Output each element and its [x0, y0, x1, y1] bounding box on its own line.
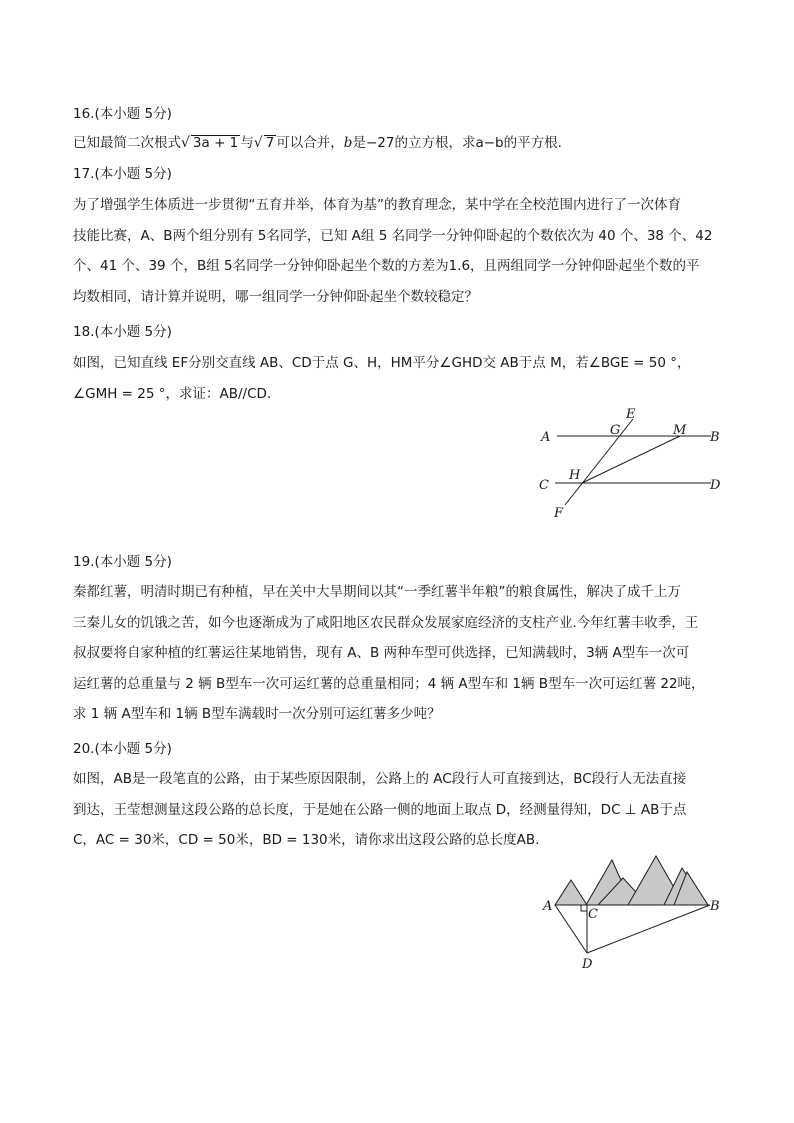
label-m: M [673, 423, 687, 438]
q19-line-4: 运红薯的总重量与 2 辆 B型车一次可运红薯的总重量相同；4 辆 A型车和 1辆 B型车一次可运红薯 22吨， [73, 675, 705, 692]
label-f: F [554, 506, 564, 521]
q19-line-1: 秦都红薯，明清时期已有种植，早在关中大旱期间以其“一季红薯半年粮”的粮食属性，解决了成千上万 [73, 584, 681, 600]
q17-line-3: 个、41 个、39 个，B组 5名同学一分钟仰卧起坐个数的方差为1.6，且两组同学一分钟仰卧起坐个数的平 [73, 258, 700, 274]
label-d: D [710, 478, 721, 493]
label-b: B [710, 899, 720, 914]
q17-text [73, 190, 723, 312]
q16-heading: 16.(本小题 5分) [73, 106, 172, 122]
q19-line-2: 三秦儿女的饥饿之苦，如今也逐渐成为了咸阳地区农民群众发展家庭经济的支柱产业.今年红薯丰收季，王 [73, 614, 699, 631]
q16-var-b: b [343, 135, 353, 151]
q19-text [73, 577, 723, 730]
q18-line-1: 如图，已知直线 EF分别交直线 AB、CD于点 G、H，HM平分∠GHD交 AB于点 M，若∠BGE = 50 °， [73, 355, 691, 371]
q17-line-2: 技能比赛，A、B两个组分别有 5名同学，已知 A组 5 名同学一分钟仰卧起的个数依次为 40 个、38 个、42 [73, 227, 713, 244]
label-h: H [569, 468, 581, 483]
label-a: A [541, 430, 551, 445]
q16-radicand-1: 3a + 1 [192, 135, 239, 151]
q16-text [73, 128, 723, 159]
q16-text-part1: 已知最简二次根式 [73, 135, 181, 151]
q18-line-2: ∠GMH = 25 °，求证：AB//CD. [73, 385, 272, 402]
radical-sign-icon: √ [253, 135, 263, 151]
label-b: B [710, 430, 720, 445]
q19-heading: 19.(本小题 5分) [73, 554, 172, 570]
label-c: C [539, 478, 549, 493]
q17-heading: 17.(本小题 5分) [73, 166, 172, 182]
q16-text-part4: 是−27的立方根，求a−b的平方根. [352, 135, 562, 151]
q20-line-3: C，AC = 30米，CD = 50米，BD = 130米，请你求出这段公路的总长度AB. [73, 832, 540, 848]
mountain-icon [555, 856, 708, 905]
q20-line-2: 到达，王莹想测量这段公路的总长度，于是她在公路一侧的地面上取点 D，经测量得知，DC ⊥ AB于点 [73, 801, 687, 818]
q20-line-1: 如图，AB是一段笔直的公路，由于某些原因限制，公路上的 AC段行人可直接到达，BC段行人无法直接 [73, 771, 687, 787]
label-a: A [543, 899, 553, 914]
label-c: C [588, 907, 598, 922]
q20-heading: 20.(本小题 5分) [73, 741, 172, 757]
q18-figure [530, 402, 730, 524]
label-e: E [626, 407, 636, 422]
q17-line-1: 为了增强学生体质进一步贯彻“五育并举，体育为基”的教育理念，某中学在全校范围内进行了一次体育 [73, 197, 681, 213]
q16-text-part2: 与 [240, 135, 254, 151]
q20-text [73, 764, 723, 856]
q19-line-3: 叔叔要将自家种植的红薯运往某地销售，现有 A、B 两种车型可供选择，已知满载时，3辆 A型车一次可 [73, 645, 690, 661]
q16-radicand-2: 7 [265, 135, 275, 151]
label-g: G [610, 423, 621, 438]
q18-heading: 18.(本小题 5分) [73, 324, 172, 340]
radical-sign-icon: √ [181, 135, 190, 151]
right-angle-mark [581, 905, 587, 911]
line-hm [582, 436, 680, 483]
label-d: D [582, 957, 593, 972]
segment-ad [555, 905, 587, 953]
q18-text [73, 348, 723, 409]
segment-bd [587, 905, 710, 953]
q16-text-part3: 可以合并， [276, 135, 344, 151]
q20-figure [536, 850, 732, 975]
q19-line-5: 求 1 辆 A型车和 1辆 B型车满载时一次分别可运红薯多少吨？ [73, 706, 441, 722]
line-ef [565, 419, 633, 505]
q17-line-4: 均数相同，请计算并说明，哪一组同学一分钟仰卧起坐个数较稳定？ [73, 288, 478, 305]
